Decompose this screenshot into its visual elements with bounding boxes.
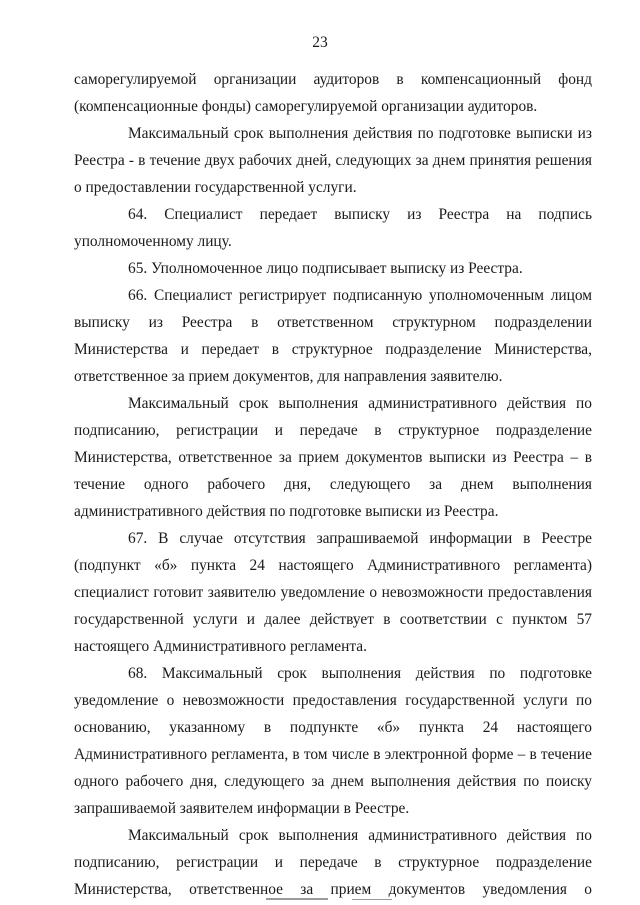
paragraph-64: 64. Специалист передает выписку из Реестра на подпись уполномоченному лицу. [74, 206, 592, 250]
paragraph-66: 66. Специалист регистрирует подписанную уполномоченным лицом выписку из Реестра в ответственном структурном подразделении Министерства и передает в структурное подразделение Министерства, ответственное за прием документов, для направления заявителю. [74, 287, 592, 385]
document-body [74, 66, 592, 898]
page-number: 23 [312, 34, 328, 51]
paragraph-continuation: саморегулируемой организации аудиторов в компенсационный фонд (компенсационные фонды) саморегулируемой организации аудиторов. [74, 71, 592, 115]
paragraph-max-term-extract: Максимальный срок выполнения действия по подготовке выписки из Реестра - в течение двух рабочих дней, следующих за днем принятия решения о предоставлении государственной услуги. [74, 125, 592, 196]
paragraph-68: 68. Максимальный срок выполнения действия по подготовке уведомление о невозможности предоставления государственной услуги по основанию, указанному в подпункте «б» пункта 24 настоящего Административного регламента, в том числе в электронной форме – в течение одного рабочего дня, следующего за днем выполнения действия по поиску запрашиваемой заявителем информации в Реестре. [74, 665, 592, 817]
scan-artifact [266, 898, 328, 900]
paragraph-max-term-signing: Максимальный срок выполнения административного действия по подписанию, регистрации и передаче в структурное подразделение Министерства, ответственное за прием документов выписки из Реестра – в течение одного рабочего дня, следующего за днем выполнения административного действия по подготовке выписки из Реестра. [74, 395, 592, 520]
scan-artifact [352, 899, 392, 900]
paragraph-67: 67. В случае отсутствия запрашиваемой информации в Реестре (подпункт «б» пункта 24 настоящего Административного регламента) специалист готовит заявителю уведомление о невозможности предоставления государственной услуги и далее действует в соответствии с пунктом 57 настоящего Административного регламента. [74, 530, 592, 655]
paragraph-max-term-notification: Максимальный срок выполнения административного действия по подписанию, регистрации и передаче в структурное подразделение Министерства, ответственное за прием документов уведомления о [74, 827, 592, 898]
paragraph-65: 65. Уполномоченное лицо подписывает выписку из Реестра. [128, 260, 523, 277]
